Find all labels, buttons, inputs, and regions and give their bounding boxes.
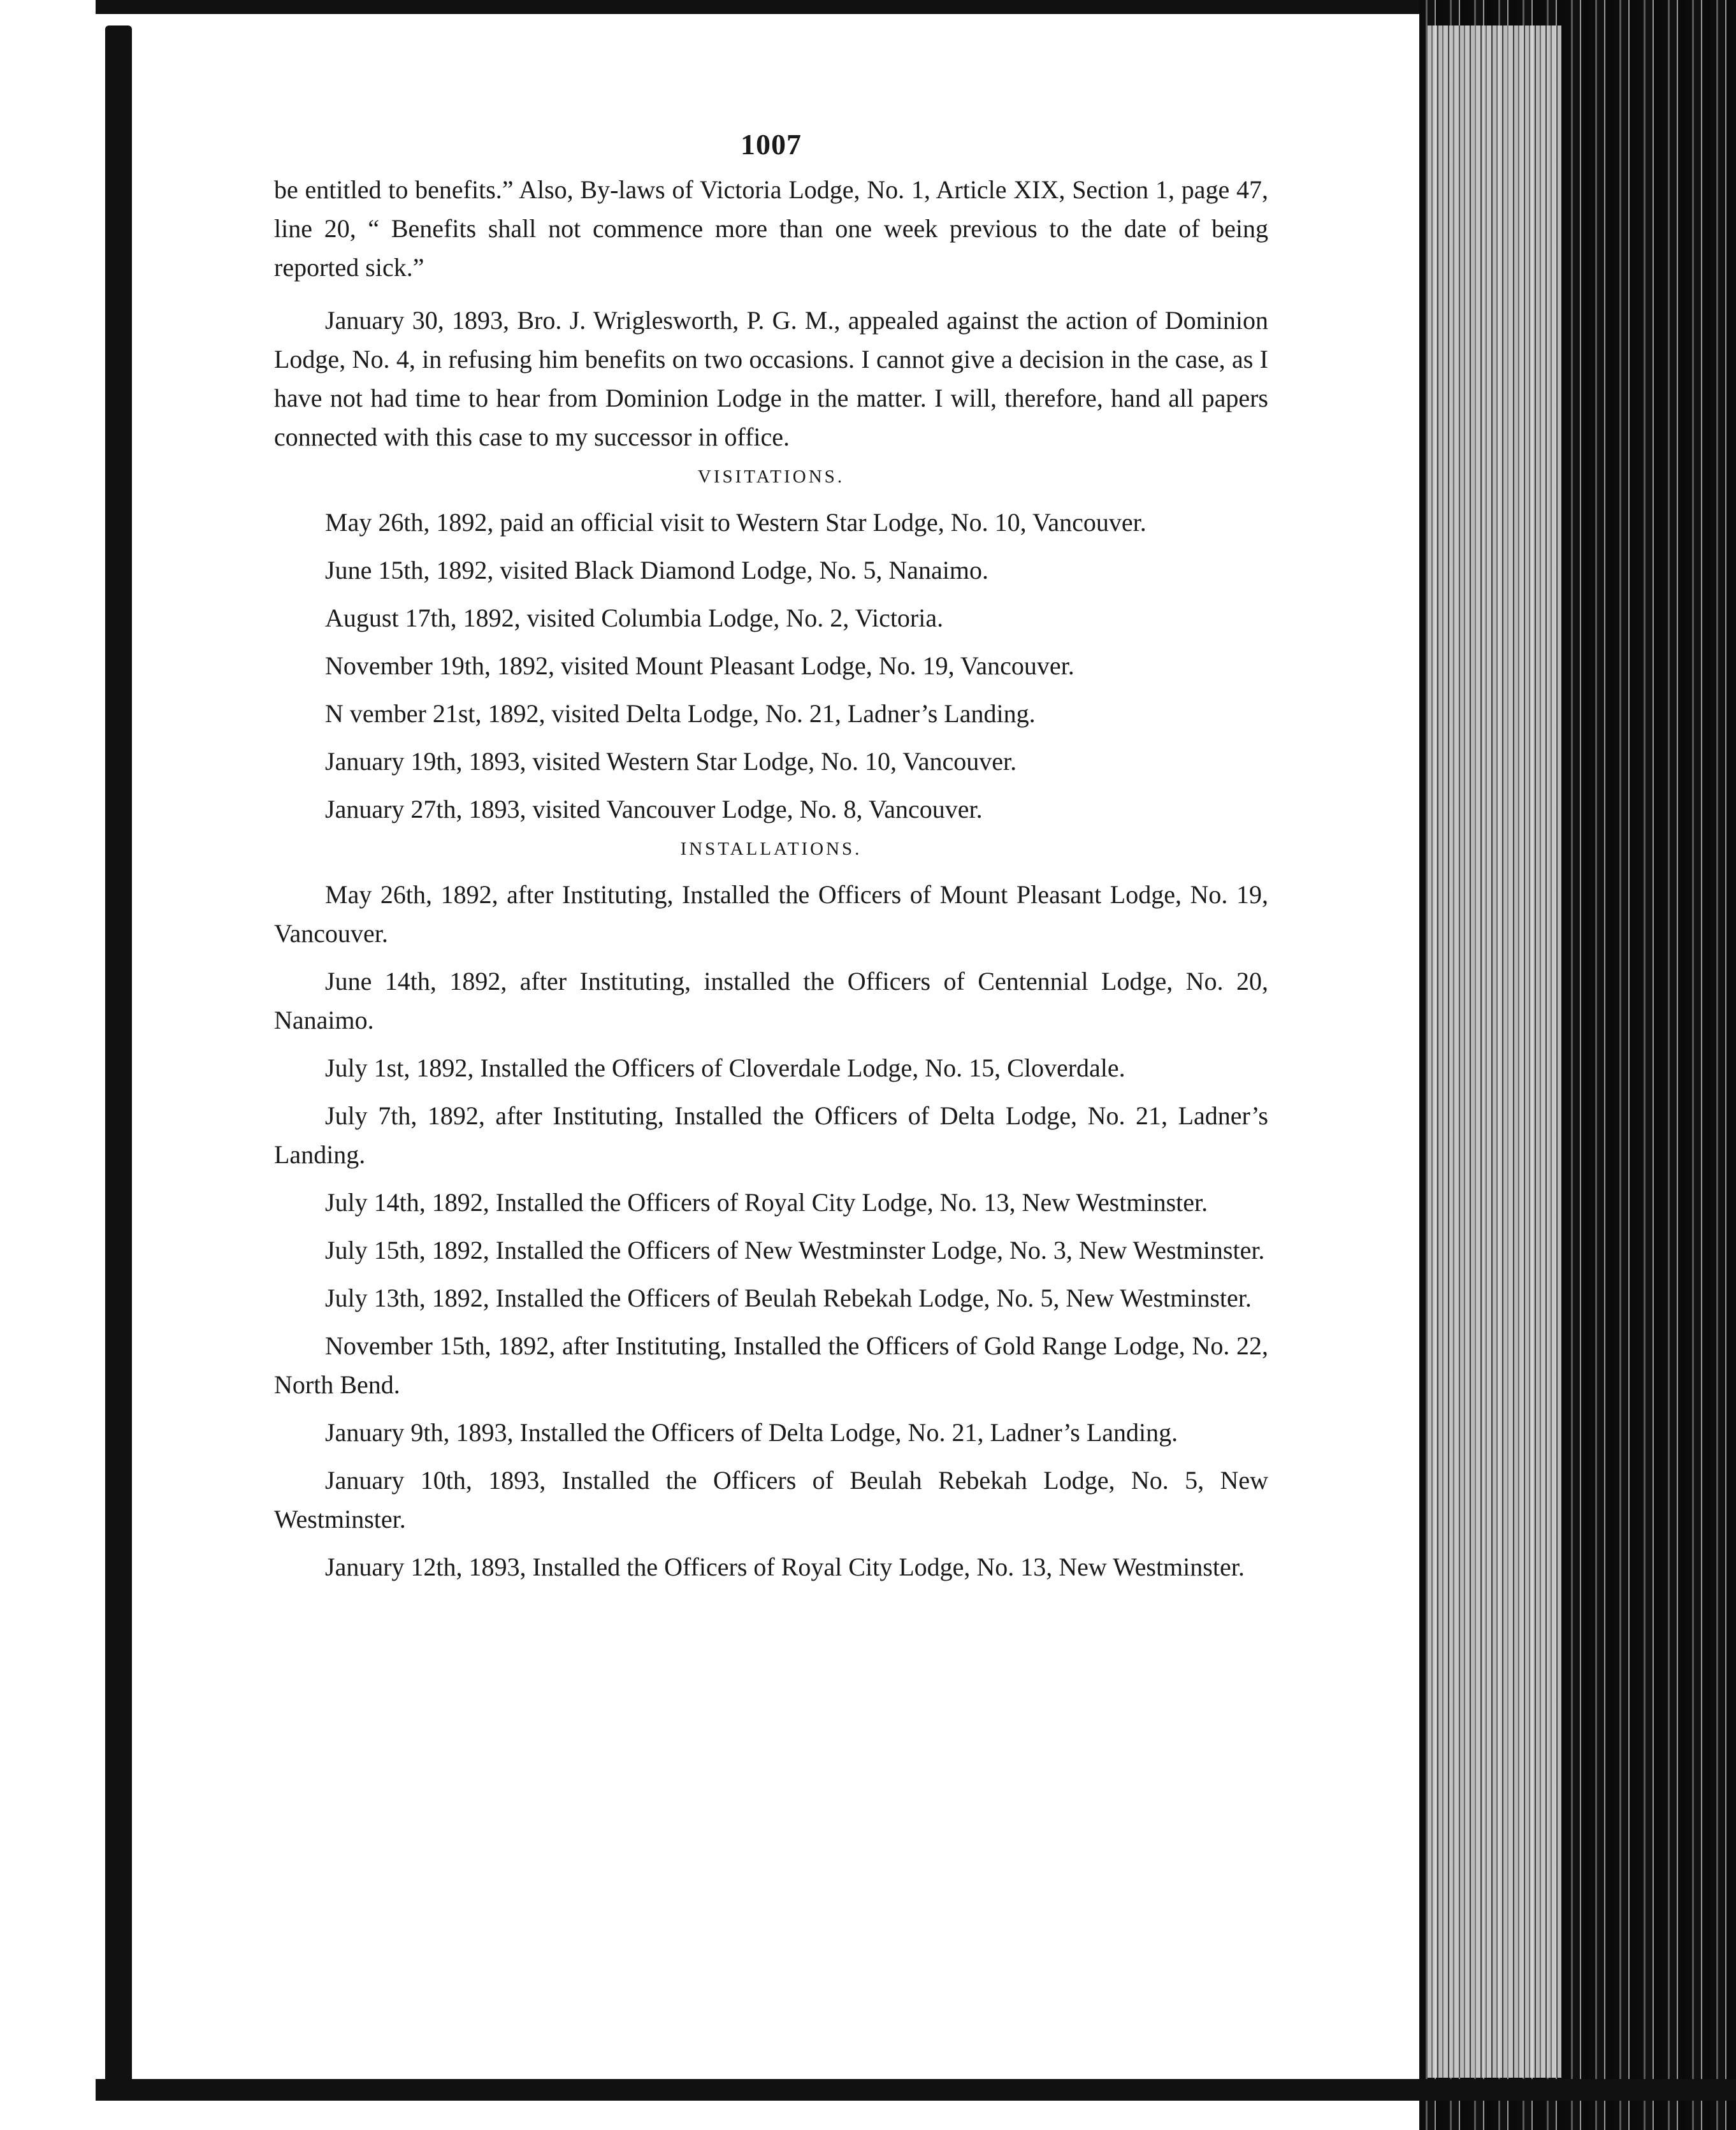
installation-entry: November 15th, 1892, after Instituting, Installed the Officers of Gold Range Lodge, No. 22, North Bend. xyxy=(274,1331,1268,1399)
installation-entry: January 9th, 1893, Installed the Officers of Delta Lodge, No. 21, Ladner’s Landing. xyxy=(325,1418,1178,1447)
visitation-entry: N vember 21st, 1892, visited Delta Lodge, No. 21, Ladner’s Landing. xyxy=(325,699,1036,728)
installation-entry: May 26th, 1892, after Instituting, Installed the Officers of Mount Pleasant Lodge, No. 19, Vancouver. xyxy=(274,880,1268,948)
installations-heading: INSTALLATIONS. xyxy=(680,839,862,859)
installation-entry: July 7th, 1892, after Instituting, Installed the Officers of Delta Lodge, No. 21, Ladner’s Landing. xyxy=(274,1101,1268,1169)
installation-entry: July 13th, 1892, Installed the Officers of Beulah Rebekah Lodge, No. 5, New Westminster. xyxy=(325,1284,1252,1312)
installation-entry: January 10th, 1893, Installed the Officers of Beulah Rebekah Lodge, No. 5, New Westminster. xyxy=(274,1466,1268,1533)
installation-entry: July 15th, 1892, Installed the Officers of New Westminster Lodge, No. 3, New Westminster. xyxy=(325,1236,1265,1264)
installation-entry: January 12th, 1893, Installed the Officers of Royal City Lodge, No. 13, New Westminster. xyxy=(325,1553,1245,1581)
page-content xyxy=(274,127,1268,1595)
installation-entry: June 14th, 1892, after Instituting, installed the Officers of Centennial Lodge, No. 20, Nanaimo. xyxy=(274,967,1268,1034)
visitation-entry: August 17th, 1892, visited Columbia Lodge, No. 2, Victoria. xyxy=(325,604,944,632)
left-margin xyxy=(0,0,105,2130)
installation-entry: July 14th, 1892, Installed the Officers of Royal City Lodge, No. 13, New Westminster. xyxy=(325,1188,1208,1217)
visitation-entry: November 19th, 1892, visited Mount Pleasant Lodge, No. 19, Vancouver. xyxy=(325,651,1074,680)
appeal-paragraph: January 30, 1893, Bro. J. Wriglesworth, P. G. M., appealed against the action of Dominion Lodge, No. 4, in refusing him benefits on two occasions. I cannot give a decision in the case, as I have not had time to hear from Dominion Lodge in the matter. I will, therefore, hand all papers connected with this case to my successor in office. xyxy=(274,306,1268,451)
visitations-heading: VISITATIONS. xyxy=(697,467,845,487)
visitation-entry: January 27th, 1893, visited Vancouver Lodge, No. 8, Vancouver. xyxy=(325,795,983,823)
installations-list xyxy=(274,875,1268,1586)
visitation-entry: May 26th, 1892, paid an official visit to Western Star Lodge, No. 10, Vancouver. xyxy=(325,508,1146,537)
continued-paragraph: be entitled to benefits.” Also, By-laws of Victoria Lodge, No. 1, Article XIX, Section 1, page 47, line 20, “ Benefits shall not commence more than one week previous to the date of being reported sick.” xyxy=(274,175,1268,282)
page-number: 1007 xyxy=(741,128,802,161)
scan-bottom-border xyxy=(96,2079,1736,2101)
visitation-entry: June 15th, 1892, visited Black Diamond Lodge, No. 5, Nanaimo. xyxy=(325,556,988,584)
book-gutter xyxy=(105,25,132,2084)
visitation-entry: January 19th, 1893, visited Western Star Lodge, No. 10, Vancouver. xyxy=(325,747,1017,776)
visitations-list xyxy=(274,503,1268,829)
page-edge-highlight xyxy=(1428,25,1561,2078)
installation-entry: July 1st, 1892, Installed the Officers of Cloverdale Lodge, No. 15, Cloverdale. xyxy=(325,1054,1125,1082)
scan-top-border xyxy=(96,0,1434,14)
